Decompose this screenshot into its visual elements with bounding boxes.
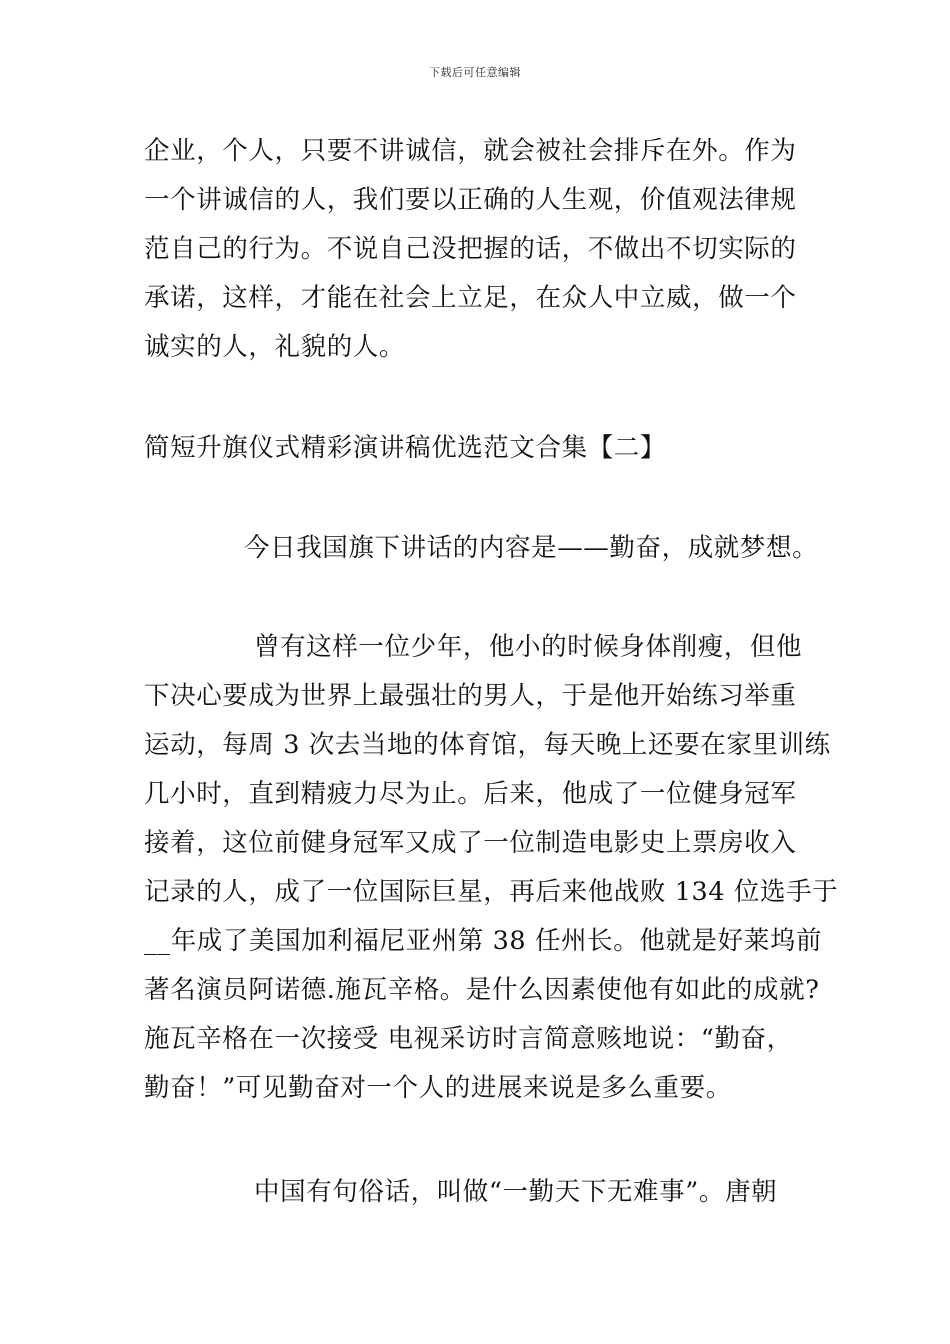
- paragraph-2-line-1: 今日我国旗下讲话的内容是——勤奋，成就梦想。: [244, 533, 819, 563]
- paragraph-3-line-6: 记录的人，成了一位国际巨星，再后来他战败 134 位选手于: [144, 877, 839, 907]
- page-header: 下载后可任意编辑: [429, 66, 521, 79]
- paragraph-4-line-1: 中国有句俗话，叫做“一勤天下无难事”。唐朝: [254, 1177, 778, 1207]
- paragraph-3-line-7: __年成了美国加利福尼亚州第 38 任州长。他就是好莱坞前: [144, 926, 823, 956]
- paragraph-1-line-1: 企业，个人，只要不讲诚信，就会被社会排斥在外。作为: [144, 136, 797, 166]
- paragraph-1-line-4: 承诺，这样，才能在社会上立足，在众人中立威，做一个: [144, 283, 797, 313]
- paragraph-3-line-10: 勤奋！”可见勤奋对一个人的进展来说是多么重要。: [144, 1073, 732, 1103]
- paragraph-1-line-2: 一个讲诚信的人，我们要以正确的人生观，价值观法律规: [144, 185, 797, 215]
- paragraph-3-line-1: 曾有这样一位少年，他小的时候身体削瘦，但他: [254, 632, 803, 662]
- section-heading: 简短升旗仪式精彩演讲稿优选范文合集【二】: [144, 433, 667, 463]
- paragraph-3-line-2: 下决心要成为世界上最强壮的男人，于是他开始练习举重: [144, 681, 797, 711]
- paragraph-1-line-3: 范自己的行为。不说自己没把握的话，不做出不切实际的: [144, 234, 797, 264]
- paragraph-3-line-4: 几小时，直到精疲力尽为止。后来，他成了一位健身冠军: [144, 779, 797, 809]
- paragraph-3-line-5: 接着，这位前健身冠军又成了一位制造电影史上票房收入: [144, 828, 797, 858]
- paragraph-3-line-9: 施瓦辛格在一次接受 电视采访时言简意赅地说：“勤奋，: [144, 1024, 793, 1054]
- paragraph-3-line-8: 著名演员阿诺德.施瓦辛格。是什么因素使他有如此的成就?: [144, 975, 820, 1005]
- paragraph-3-line-3: 运动，每周 3 次去当地的体育馆，每天晚上还要在家里训练: [144, 730, 831, 760]
- paragraph-1-line-5: 诚实的人，礼貌的人。: [144, 332, 406, 362]
